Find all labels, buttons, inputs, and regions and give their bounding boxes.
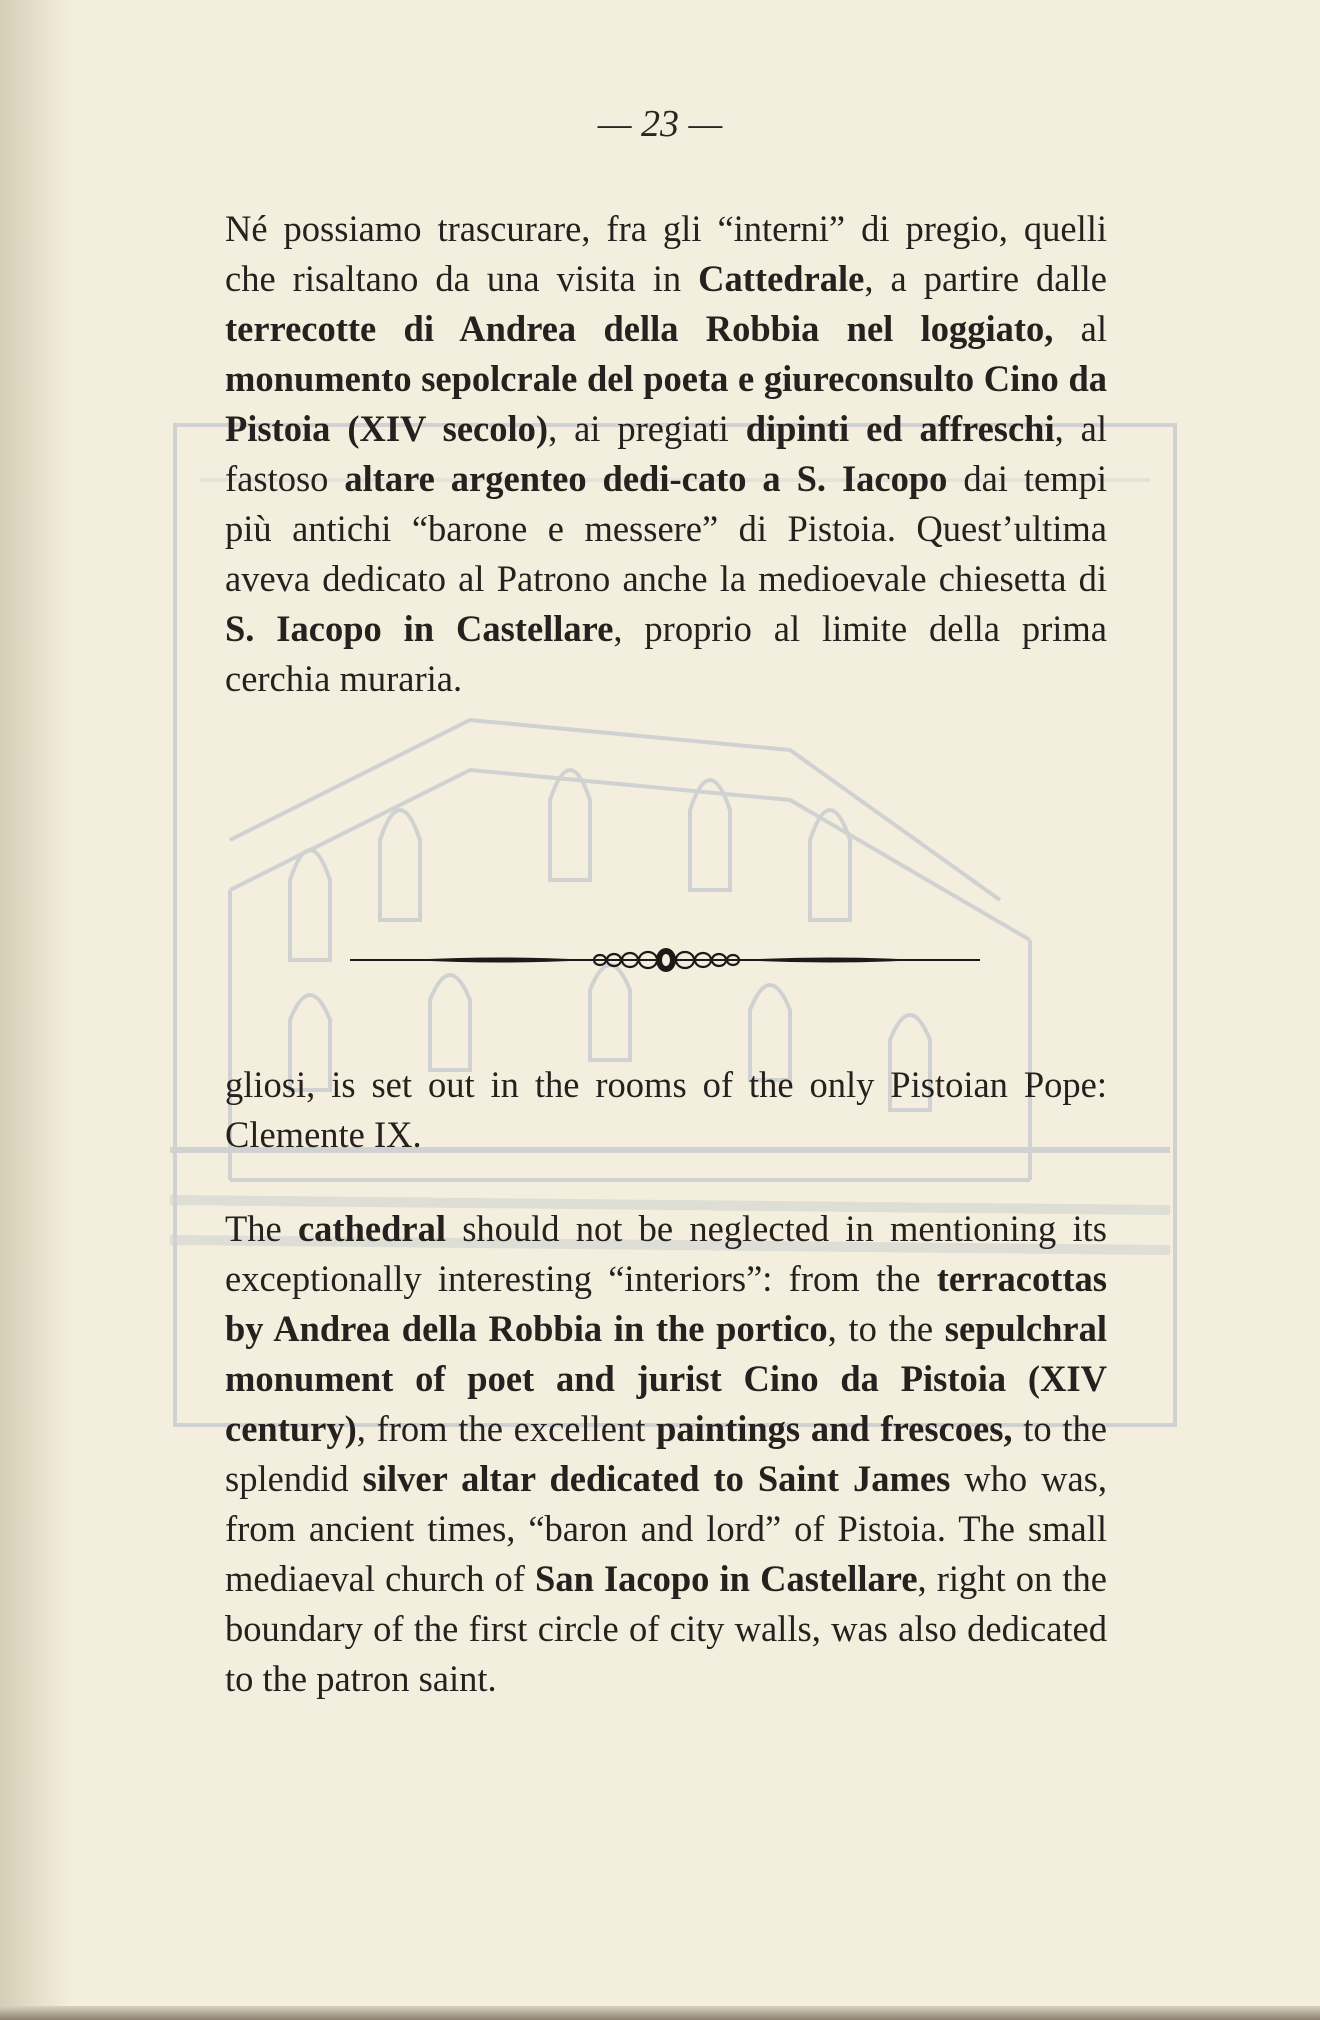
text-run: , to the xyxy=(827,1308,945,1349)
text-run: who was, from ancient times, “baron and lord” of Pistoia. The small mediaeval church of xyxy=(225,1458,1108,1599)
english-continuation-paragraph: gliosi, is set out in the rooms of the only Pistoian Pope: Clemente IX. xyxy=(225,1064,1107,1155)
text-run: dai tempi più antichi “barone e messere” di Pistoia. Quest’ultima aveva dedicato al Patrono anche la medioevale chiesetta di xyxy=(225,458,1107,599)
text-run: The xyxy=(225,1208,298,1249)
bold-text-run: dipinti ed affreschi xyxy=(745,408,1055,449)
bold-text-run: San Iacopo in Castellare xyxy=(535,1558,918,1599)
bold-text-run: sepulchral monument of poet and jurist Cino da Pistoia (XIV century) xyxy=(225,1308,1107,1449)
text-run: Né possiamo trascurare, fra gli “interni” di pregio, quelli che risaltano da una visita in xyxy=(225,208,1107,299)
bold-text-run: silver altar dedicated to Saint James xyxy=(362,1458,951,1499)
text-run: , right on the boundary of the first circle of city walls, was also dedicated to the patron saint. xyxy=(225,1558,1108,1699)
text-run: , proprio al limite della prima cerchia muraria. xyxy=(225,608,1107,699)
text-run: , from the excellent xyxy=(356,1408,657,1449)
text-run: al xyxy=(1053,308,1108,349)
bold-text-run: altare argenteo dedi-cato a S. Iacopo xyxy=(344,458,948,499)
text-run: to the splendid xyxy=(225,1408,1107,1499)
page-gutter-shadow xyxy=(0,0,70,2020)
english-paragraph xyxy=(225,1204,1107,1704)
bold-text-run: terracottas by Andrea della Robbia in the portico xyxy=(225,1258,1107,1349)
bold-text-run: cathedral xyxy=(297,1208,446,1249)
bold-text-run: monumento sepolcrale del poeta e giureconsulto Cino da Pistoia (XIV secolo) xyxy=(225,358,1107,449)
bold-text-run: S. Iacopo in Castellare xyxy=(225,608,614,649)
page-bottom-edge xyxy=(0,2006,1320,2020)
bold-text-run: paintings and frescoes, xyxy=(656,1408,1013,1449)
page-number: — 23 — xyxy=(597,103,723,145)
bold-text-run: terrecotte di Andrea della Robbia nel loggiato, xyxy=(225,308,1054,349)
bold-text-run: Cattedrale xyxy=(698,258,865,299)
text-run: should not be neglected in mentioning its exceptionally interesting “interiors”: from the xyxy=(225,1208,1107,1299)
text-run: , al fastoso xyxy=(225,408,1107,499)
italian-paragraph xyxy=(225,204,1107,704)
text-run: , a partire dalle xyxy=(864,258,1107,299)
ornamental-divider xyxy=(350,945,980,975)
text-run: , ai pregiati xyxy=(548,408,746,449)
